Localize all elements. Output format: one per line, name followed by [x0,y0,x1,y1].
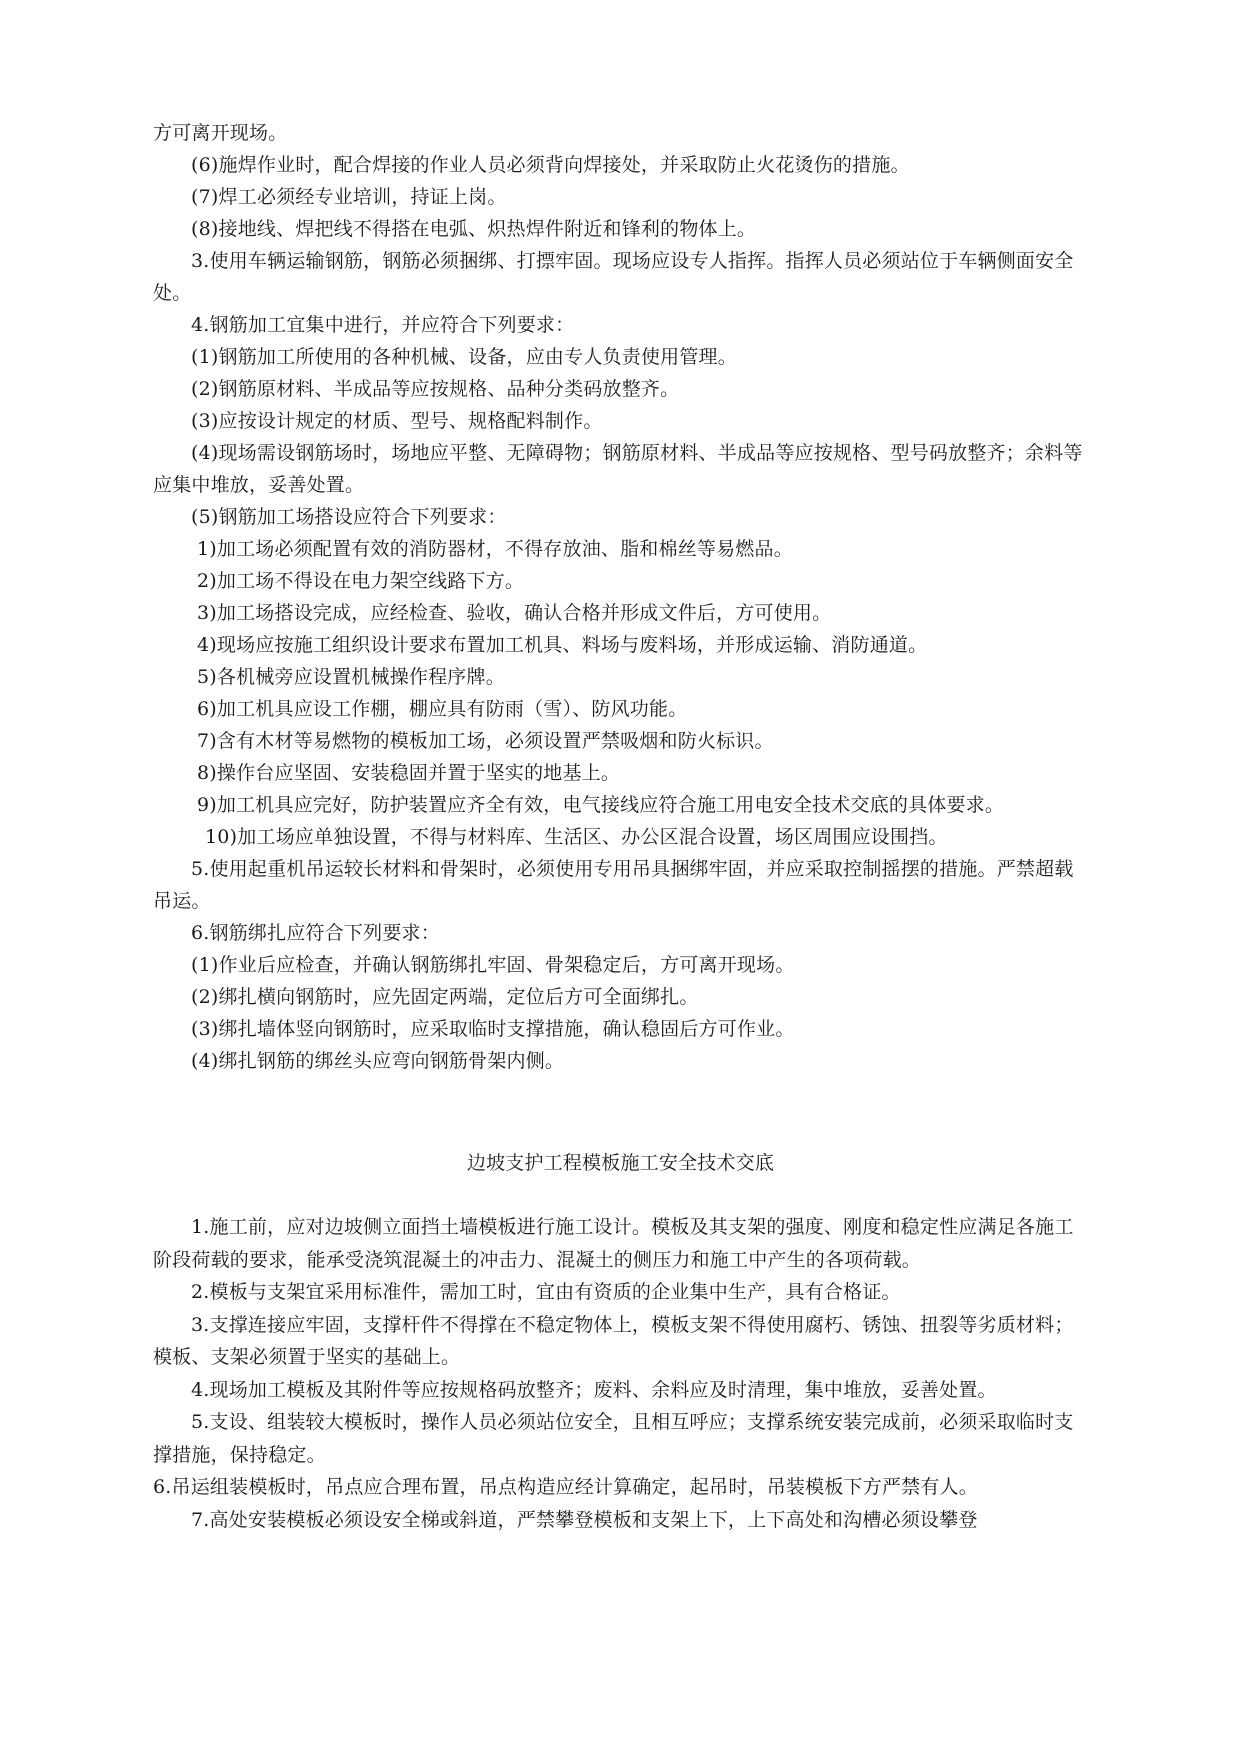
paragraph: (2)绑扎横向钢筋时，应先固定两端，定位后方可全面绑扎。 [191,986,699,1008]
paragraph: (3)绑扎墙体竖向钢筋时，应采取临时支撑措施，确认稳固后方可作业。 [191,1018,795,1040]
paragraph: 4)现场应按施工组织设计要求布置加工机具、料场与废料场，并形成运输、消防通道。 [197,634,928,656]
paragraph: 6)加工机具应设工作棚，棚应具有防雨（雪）、防风功能。 [197,698,688,720]
paragraph: 2.模板与支架宜采用标准件，需加工时，宜由有资质的企业集中生产，具有合格证。 [191,1281,901,1303]
paragraph: (6)施焊作业时，配合焊接的作业人员必须背向焊接处，并采取防止火花烫伤的措施。 [191,154,910,176]
paragraph: (4)现场需设钢筋场时，场地应平整、无障碍物；钢筋原材料、半成品等应按规格、型号码放整齐；余料等应集中堆放，妥善处置。 [153,442,1083,496]
paragraph: 6.吊运组装模板时，吊点应合理布置，吊点构造应经计算确定，起吊时，吊装模板下方严禁有人。 [153,1476,978,1498]
section-spacer [153,1077,1088,1147]
paragraph: (3)应按设计规定的材质、型号、规格配料制作。 [191,410,603,432]
paragraph: 4.钢筋加工宜集中进行，并应符合下列要求： [191,314,575,336]
paragraph: 5.使用起重机吊运较长材料和骨架时，必须使用专用吊具捆绑牢固，并应采取控制摇摆的措施。严禁超载吊运。 [153,858,1074,912]
paragraph: 8)操作台应坚固、安装稳固并置于坚实的地基上。 [197,762,621,784]
paragraph: (1)作业后应检查，并确认钢筋绑扎牢固、骨架稳定后，方可离开现场。 [191,954,795,976]
paragraph: 7)含有木材等易燃物的模板加工场，必须设置严禁吸烟和防火标识。 [197,730,774,752]
paragraph: 3)加工场搭设完成，应经检查、验收，确认合格并形成文件后，方可使用。 [197,602,832,624]
paragraph: 7.高处安装模板必须设安全梯或斜道，严禁攀登模板和支架上下，上下高处和沟槽必须设攀登 [191,1508,978,1531]
paragraph: (1)钢筋加工所使用的各种机械、设备，应由专人负责使用管理。 [191,346,737,368]
paragraph: (4)绑扎钢筋的绑丝头应弯向钢筋骨架内侧。 [191,1050,565,1072]
paragraph: 5.支设、组装较大模板时，操作人员必须站位安全，且相互呼应；支撑系统安装完成前，必须采取临时支撑措施，保持稳定。 [153,1411,1074,1466]
paragraph: (7)焊工必须经专业培训，持证上岗。 [191,186,507,208]
paragraph: (8)接地线、焊把线不得搭在电弧、炽热焊件附近和锋利的物体上。 [191,218,757,240]
paragraph: 1)加工场必须配置有效的消防器材，不得存放油、脂和棉丝等易燃品。 [197,538,793,560]
paragraph: (2)钢筋原材料、半成品等应按规格、品种分类码放整齐。 [191,378,680,400]
paragraph: 3.支撑连接应牢固，支撑杆件不得撑在不稳定物体上，模板支架不得使用腐朽、锈蚀、扭裂等劣质材料；模板、支架必须置于坚实的基础上。 [153,1313,1074,1368]
paragraph: 3.使用车辆运输钢筋，钢筋必须捆绑、打摽牢固。现场应设专人指挥。指挥人员必须站位于车辆侧面安全处。 [153,250,1074,304]
document-body [153,117,1088,1536]
paragraph: 方可离开现场。 [153,122,288,144]
paragraph: 5)各机械旁应设置机械操作程序牌。 [197,666,505,688]
top-text-block [153,117,1088,1077]
paragraph: 2)加工场不得设在电力架空线路下方。 [197,570,525,592]
section-title: 边坡支护工程模板施工安全技术交底 [466,1152,775,1174]
paragraph: 1.施工前，应对边坡侧立面挡土墙模板进行施工设计。模板及其支架的强度、刚度和稳定性应满足各施工阶段荷载的要求，能承受浇筑混凝土的冲击力、混凝土的侧压力和施工中产生的各项荷载。 [153,1216,1074,1271]
section-text-block [153,1211,1088,1536]
paragraph: 10)加工场应单独设置，不得与材料库、生活区、办公区混合设置，场区周围应设围挡。 [205,826,948,848]
paragraph: 6.钢筋绑扎应符合下列要求： [191,922,440,944]
paragraph: 4.现场加工模板及其附件等应按规格码放整齐；废料、余料应及时清理，集中堆放，妥善处置。 [191,1378,997,1401]
paragraph: 9)加工机具应完好，防护装置应齐全有效，电气接线应符合施工用电安全技术交底的具体要求。 [197,794,1005,816]
paragraph: (5)钢筋加工场搭设应符合下列要求： [191,506,507,528]
